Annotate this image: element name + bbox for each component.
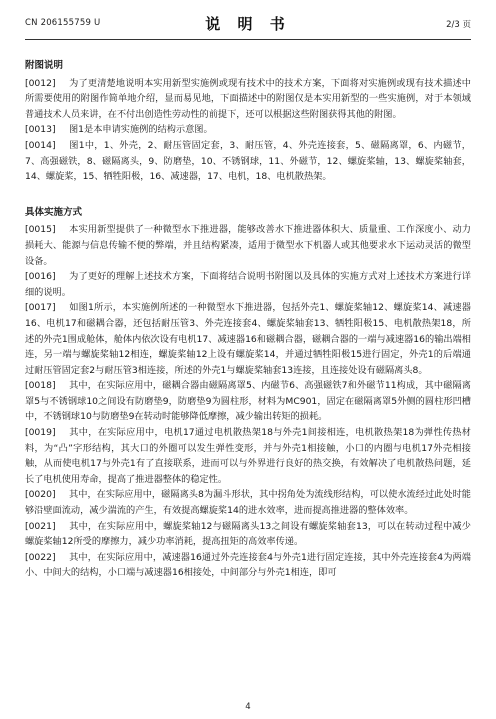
publication-number: CN 206155759 U	[25, 18, 101, 28]
paragraph-0015	[25, 222, 471, 269]
paragraph-0016	[25, 269, 471, 300]
paragraph-number: [0017]	[25, 302, 56, 314]
paragraph-number: [0019]	[25, 427, 56, 439]
paragraph-0020	[25, 487, 471, 518]
paragraph-text: 其中，在实际应用中，电机17通过电机散热架18与外壳1间接相连，电机散热架18为弹性传热材料，为“凸”字形结构，其大口的外圈可以发生弹性变形，并与外壳1相接触，小口的内圈与电机17外壳相接触，从而使电机17与外壳1有了直接联系，进而可以与外界进行良好的热交换，有效解决了电机散热问题，延长了电机使用寿命，提高了推进器整体的稳定性。	[25, 427, 471, 485]
paragraph-text: 如图1所示，本实施例所述的一种微型水下推进器，包括外壳1、螺旋桨轴12、螺旋桨14、减速器16、电机17和磁耦合器，还包括耐压管3、外壳连接套4、螺旋桨轴套13、牺牲阳极15、电机散热架18，所述的外壳1围成舱体，舱体内依次设有电机17、减速器16和磁耦合器，磁耦合器的一端与减速器16的输出端相连，另一端与螺旋桨轴12相连，螺旋桨轴12上设有螺旋桨14，并通过牺牲阳极15进行固定，外壳1的后端通过耐压管固定套2与耐压管3相连接，所述的外壳1与螺旋桨轴套13连接，且连接处设有磁隔离头8。	[25, 302, 471, 376]
paragraph-number: [0020]	[25, 489, 56, 501]
page-header	[25, 12, 471, 38]
document-body	[25, 50, 471, 581]
paragraph-number: [0015]	[25, 224, 56, 236]
paragraph-text: 其中，在实际应用中，磁耦合器由磁隔离罩5、内磁节6、高强磁铁7和外磁节11构成，其中磁隔离罩5与不锈钢球10之间设有防磨垫9，防磨垫9为圆柱形，材料为MC901，固定在磁隔离罩5外侧的圆柱形凹槽中，不锈钢球10与防磨垫9在转动时能够降低摩擦，减少输出转矩的损耗。	[25, 380, 471, 423]
document-type-title: 说 明 书	[205, 15, 291, 33]
paragraph-number: [0012]	[25, 77, 56, 89]
paragraph-text: 图1中，1、外壳，2、耐压管固定套，3、耐压管，4、外壳连接套，5、磁隔离罩，6、内磁节，7、高强磁铁，8、磁隔离头，9、防磨垫，10、不锈钢球，11、外磁节，12、螺旋桨轴，13、螺旋桨轴套，14、螺旋桨，15、牺牲阳极，16、减速器，17、电机，18、电机散热架。	[25, 139, 471, 183]
paragraph-text: 本实用新型提供了一种微型水下推进器，能够改善水下推进器体积大、质量重、工作深度小、动力损耗大、能源与信息传输不便的弊端，并且结构紧凑，适用于微型水下机器人或其他要求水下运动灵活的微型设备。	[25, 224, 471, 267]
paragraph-0013	[25, 122, 471, 138]
paragraph-number: [0021]	[25, 520, 56, 532]
paragraph-text: 为了更清楚地说明本实用新型实施例或现有技术中的技术方案，下面将对实施例或现有技术描述中所需要使用的附图作简单地介绍，显而易见地，下面描述中的附图仅是本实用新型的一些实施例，对于本领域普通技术人员来讲，在不付出创造性劳动性的前提下，还可以根据这些附图获得其他的附图。	[25, 77, 471, 120]
paragraph-0019	[25, 425, 471, 487]
paragraph-text: 其中，在实际应用中，螺旋桨轴12与磁隔离头13之间设有螺旋桨轴套13，可以在转动过程中减少螺旋桨轴12所受的摩擦力，减少功率消耗，提高扭矩的高效率传递。	[25, 520, 471, 548]
page-footer	[0, 702, 496, 712]
paragraph-0014	[25, 138, 471, 185]
page-count: 2/3 页	[446, 20, 471, 30]
page-number: 4	[245, 702, 251, 712]
paragraph-text: 其中，在实际应用中，磁隔离头8为漏斗形状，其中拐角处为流线形结构，可以使水流经过此处时能够沿壁面流动，减少湍流的产生，有效提高螺旋桨14的进水效率，进而提高推进器的整体效率。	[25, 489, 471, 517]
paragraph-number: [0018]	[25, 380, 56, 392]
paragraph-number: [0013]	[25, 124, 56, 136]
paragraph-0018	[25, 378, 471, 425]
paragraph-0021	[25, 519, 471, 550]
paragraph-text: 其中，在实际应用中，减速器16通过外壳连接套4与外壳1进行固定连接，其中外壳连接套4为两端小、中间大的结构，小口端与减速器16相接处，中间部分与外壳1相连，即可	[25, 551, 471, 579]
section-spacer	[25, 185, 471, 197]
paragraph-text: 图1是本申请实施例的结构示意图。	[69, 124, 213, 136]
paragraph-number: [0022]	[25, 551, 56, 563]
section-title-drawings: 附图说明	[25, 60, 64, 71]
section-title-embodiments: 具体实施方式	[25, 206, 83, 218]
paragraph-0017	[25, 300, 471, 378]
header-divider	[25, 39, 471, 40]
paragraph-0012	[25, 76, 471, 123]
paragraph-number: [0016]	[25, 271, 56, 283]
paragraph-number: [0014]	[25, 139, 56, 151]
paragraph-0022	[25, 550, 471, 581]
paragraph-text: 为了更好的理解上述技术方案，下面将结合说明书附图以及具体的实施方式对上述技术方案进行详细的说明。	[25, 271, 471, 298]
